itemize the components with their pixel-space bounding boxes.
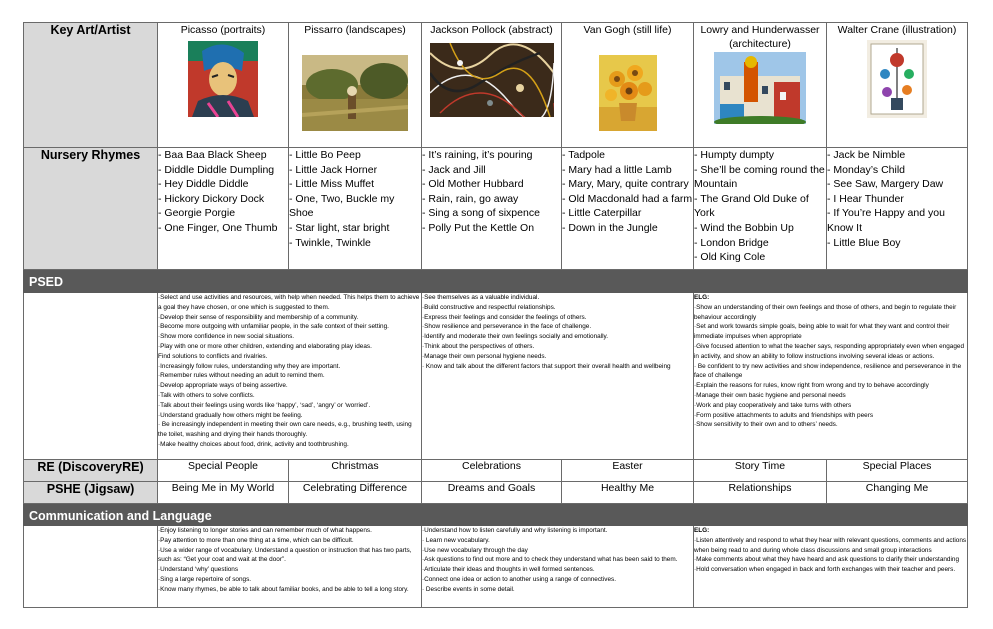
list-item: - She’ll be coming round the Mountain xyxy=(694,163,825,191)
row-label-artist: Key Art/Artist xyxy=(24,23,158,148)
artist-name: Van Gogh (still life) xyxy=(583,24,672,36)
list-item: - Mary had a little Lamb xyxy=(562,163,672,176)
objective-item: ·Connect one idea or action to another using a range of connectives. xyxy=(422,575,616,583)
psed-col-2 xyxy=(422,293,694,460)
list-item: - Hey Diddle Diddle xyxy=(158,178,249,191)
objective-item: ·Work and play cooperatively and take turns with others xyxy=(694,401,852,409)
objective-item: ·Talk with others to solve conflicts. xyxy=(158,391,255,399)
list-item: - Jack and Jill xyxy=(422,163,486,176)
list-item: - Rain, rain, go away xyxy=(422,192,519,205)
objective-item: ·Articulate their ideas and thoughts in well formed sentences. xyxy=(422,566,595,574)
objective-item: ·Use a wider range of vocabulary. Understand a question or instruction that has two parts, such as: “Get your coat and wait at the door”. xyxy=(158,546,412,564)
pshe-topic: Relationships xyxy=(694,482,827,504)
list-item: - Hickory Dickory Dock xyxy=(158,192,265,205)
row-label-re: RE (DiscoveryRE) xyxy=(24,460,158,482)
objective-item: ·Identify and moderate their own feelings socially and emotionally. xyxy=(422,333,609,341)
psed-row xyxy=(24,293,968,460)
psed-section-header xyxy=(24,270,968,293)
objective-item: ·Give focused attention to what the teacher says, responding appropriately even when engaged in activity, and show an ability to follow instructions involving several ideas or actions. xyxy=(694,342,965,360)
objective-item: ·Understand how to listen carefully and why listening is important. xyxy=(422,527,608,534)
objective-item: · Be increasingly independent in meeting their own care needs, e.g., brushing teeth, using the toilet, washing and drying their hands thoroughly. xyxy=(158,421,412,439)
pshe-topic: Being Me in My World xyxy=(158,482,289,504)
objective-item: · Describe events in some detail. xyxy=(422,585,515,593)
re-topic: Story Time xyxy=(694,460,827,482)
communication-section-header xyxy=(24,504,968,526)
list-item: - Diddle Diddle Dumpling xyxy=(158,163,275,176)
artist-name: Walter Crane (illustration) xyxy=(837,24,957,36)
rhymes-cell-1 xyxy=(158,148,289,270)
list-item: - London Bridge xyxy=(694,236,769,249)
objective-item: ·Become more outgoing with unfamiliar people, in the safe context of their setting. xyxy=(158,323,389,331)
landscape-painting-icon xyxy=(302,55,408,131)
list-item: - Wind the Bobbin Up xyxy=(694,221,794,234)
rhymes-cell-2 xyxy=(289,148,422,270)
list-item: - Little Jack Horner xyxy=(289,163,378,176)
communication-blank-cell xyxy=(24,526,158,608)
list-item: - Little Miss Muffet xyxy=(289,178,374,191)
list-item: - It’s raining, it’s pouring xyxy=(422,149,533,161)
objective-item: ·Explain the reasons for rules, know right from wrong and try to behave accordingly xyxy=(694,382,929,390)
objective-item: Find solutions to conflicts and rivalries. xyxy=(158,352,268,360)
list-item: - Baa Baa Black Sheep xyxy=(158,149,267,161)
list-item: - Old Macdonald had a farm xyxy=(562,192,693,205)
objective-item: ·Make healthy choices about food, drink, activity and toothbrushing. xyxy=(158,440,349,448)
pshe-topic: Dreams and Goals xyxy=(422,482,562,504)
section-title-psed: PSED xyxy=(24,270,968,293)
list-item: - The Grand Old Duke of York xyxy=(694,192,809,220)
pshe-topic: Changing Me xyxy=(827,482,968,504)
psed-blank-cell xyxy=(24,293,158,460)
list-item: - Monday’s Child xyxy=(827,163,906,176)
pshe-row xyxy=(24,482,968,504)
sunflowers-painting-icon xyxy=(599,55,657,131)
objective-item: ·Set and work towards simple goals, being able to wait for what they want and control their immediate impulses when appropriate xyxy=(694,323,950,341)
objective-item: ·Build constructive and respectful relationships. xyxy=(422,303,556,311)
illustration-icon xyxy=(867,40,927,118)
section-title-communication: Communication and Language xyxy=(24,504,968,526)
list-item: - Little Bo Peep xyxy=(289,149,361,161)
pshe-topic: Celebrating Difference xyxy=(289,482,422,504)
objective-item: ·Enjoy listening to longer stories and can remember much of what happens. xyxy=(158,527,372,534)
communication-col-2 xyxy=(422,526,694,608)
portrait-painting-icon xyxy=(188,41,258,117)
list-item: - One, Two, Buckle my Shoe xyxy=(289,192,395,220)
objective-item: ·Increasingly follow rules, understanding why they are important. xyxy=(158,362,341,370)
objective-item: ·Pay attention to more than one thing at a time, which can be difficult. xyxy=(158,536,354,544)
objective-item: · Learn new vocabulary. xyxy=(422,536,490,544)
artist-name: Lowry and Hunderwasser (architecture) xyxy=(700,24,820,50)
row-label-pshe: PSHE (Jigsaw) xyxy=(24,482,158,504)
communication-col-1 xyxy=(158,526,422,608)
list-item: - Georgie Porgie xyxy=(158,207,236,220)
objective-item: ·Remember rules without needing an adult to remind them. xyxy=(158,372,325,380)
objective-item: ·Manage their own basic hygiene and personal needs xyxy=(694,391,846,399)
list-item: - Jack be Nimble xyxy=(827,149,906,161)
row-label-rhymes: Nursery Rhymes xyxy=(24,148,158,270)
objective-item: ·Manage their own personal hygiene needs. xyxy=(422,352,547,360)
rhymes-row xyxy=(24,148,968,270)
objective-item: · Know and talk about the different factors that support their overall health and wellbeing xyxy=(422,362,671,370)
list-item: - Down in the Jungle xyxy=(562,221,658,234)
re-topic: Celebrations xyxy=(422,460,562,482)
objective-item: ·Listen attentively and respond to what they hear with relevant questions, comments and actions when being read to and during whole class discussions and small group interactions xyxy=(694,536,967,554)
artist-cell-walter-crane xyxy=(827,23,968,148)
objective-item: ·Express their feelings and consider the feelings of others. xyxy=(422,313,587,321)
artist-cell-vangogh xyxy=(562,23,694,148)
list-item: - See Saw, Margery Daw xyxy=(827,178,944,191)
re-topic: Christmas xyxy=(289,460,422,482)
objective-item: ·Develop their sense of responsibility and membership of a community. xyxy=(158,313,359,321)
list-item: - Sing a song of sixpence xyxy=(422,207,540,220)
rhymes-cell-3 xyxy=(422,148,562,270)
objective-item: ·See themselves as a valuable individual. xyxy=(422,294,540,301)
list-item: - Humpty dumpty xyxy=(694,149,774,161)
objective-item: ·Hold conversation when engaged in back and forth exchanges with their teacher and peers. xyxy=(694,566,956,574)
elg-heading: ELG: xyxy=(694,294,710,301)
artist-cell-pollock xyxy=(422,23,562,148)
objective-item: ·Play with one or more other children, extending and elaborating play ideas. xyxy=(158,342,372,350)
objective-item: ·Understand gradually how others might be feeling. xyxy=(158,411,303,419)
artist-cell-lowry-hunderwasser xyxy=(694,23,827,148)
list-item: - Star light, star bright xyxy=(289,221,390,234)
artist-name: Pissarro (landscapes) xyxy=(304,24,406,36)
elg-heading: ELG: xyxy=(694,527,710,534)
objective-item: ·Show more confidence in new social situations. xyxy=(158,333,295,341)
list-item: - One Finger, One Thumb xyxy=(158,221,278,234)
list-item: - Old King Cole xyxy=(694,251,766,264)
objective-item: ·Know many rhymes, be able to talk about familiar books, and be able to tell a long story. xyxy=(158,585,409,593)
artist-name: Picasso (portraits) xyxy=(180,24,266,36)
architecture-photo-icon xyxy=(714,52,806,124)
re-topic: Special Places xyxy=(827,460,968,482)
objective-item: ·Show sensitivity to their own and to others’ needs. xyxy=(694,421,838,429)
list-item: - Little Blue Boy xyxy=(827,236,901,249)
re-topic: Easter xyxy=(562,460,694,482)
objective-item: ·Ask questions to find out more and to check they understand what has been said to them. xyxy=(422,556,678,564)
objective-item: ·Show resilience and perseverance in the face of challenge. xyxy=(422,323,592,331)
list-item: - Little Caterpillar xyxy=(562,207,642,220)
communication-row xyxy=(24,526,968,608)
objective-item: ·Select and use activities and resources, with help when needed. This helps them to achieve a goal they have chosen, or one which is suggested to them. xyxy=(158,294,420,311)
artist-name: Jackson Pollock (abstract) xyxy=(430,24,553,36)
objective-item: ·Talk about their feelings using words like ‘happy’, ‘sad’, ‘angry’ or ‘worried’. xyxy=(158,401,371,409)
list-item: - If You’re Happy and you Know It xyxy=(827,207,945,234)
list-item: - Polly Put the Kettle On xyxy=(422,221,535,234)
objective-item: ·Show an understanding of their own feelings and those of others, and begin to regulate their behaviour accordingly xyxy=(694,303,957,321)
psed-col-3 xyxy=(694,293,968,460)
objective-item: ·Think about the perspectives of others. xyxy=(422,342,535,350)
list-item: - Mary, Mary, quite contrary xyxy=(562,178,689,191)
re-topic: Special People xyxy=(158,460,289,482)
objective-item: ·Make comments about what they have heard and ask questions to clarify their understanding xyxy=(694,556,960,564)
list-item: - Old Mother Hubbard xyxy=(422,178,524,191)
rhymes-cell-4 xyxy=(562,148,694,270)
list-item: - I Hear Thunder xyxy=(827,192,904,205)
artist-row xyxy=(24,23,968,148)
artist-cell-picasso xyxy=(158,23,289,148)
objective-item: ·Understand ‘why’ questions xyxy=(158,566,239,574)
artist-cell-pissarro xyxy=(289,23,422,148)
objective-item: ·Develop appropriate ways of being assertive. xyxy=(158,382,288,390)
rhymes-cell-5 xyxy=(694,148,827,270)
abstract-painting-icon xyxy=(430,43,554,117)
objective-item: ·Form positive attachments to adults and friendships with peers xyxy=(694,411,874,419)
re-row xyxy=(24,460,968,482)
rhymes-cell-6 xyxy=(827,148,968,270)
psed-col-1 xyxy=(158,293,422,460)
list-item: - Tadpole xyxy=(562,149,606,161)
objective-item: ·Use new vocabulary through the day xyxy=(422,546,528,554)
objective-item: · Be confident to try new activities and show independence, resilience and perseverance in the face of challenge xyxy=(694,362,962,380)
pshe-topic: Healthy Me xyxy=(562,482,694,504)
list-item: - Twinkle, Twinkle xyxy=(289,236,371,249)
communication-col-3 xyxy=(694,526,968,608)
objective-item: ·Sing a large repertoire of songs. xyxy=(158,575,252,583)
curriculum-plan-table xyxy=(23,22,968,608)
